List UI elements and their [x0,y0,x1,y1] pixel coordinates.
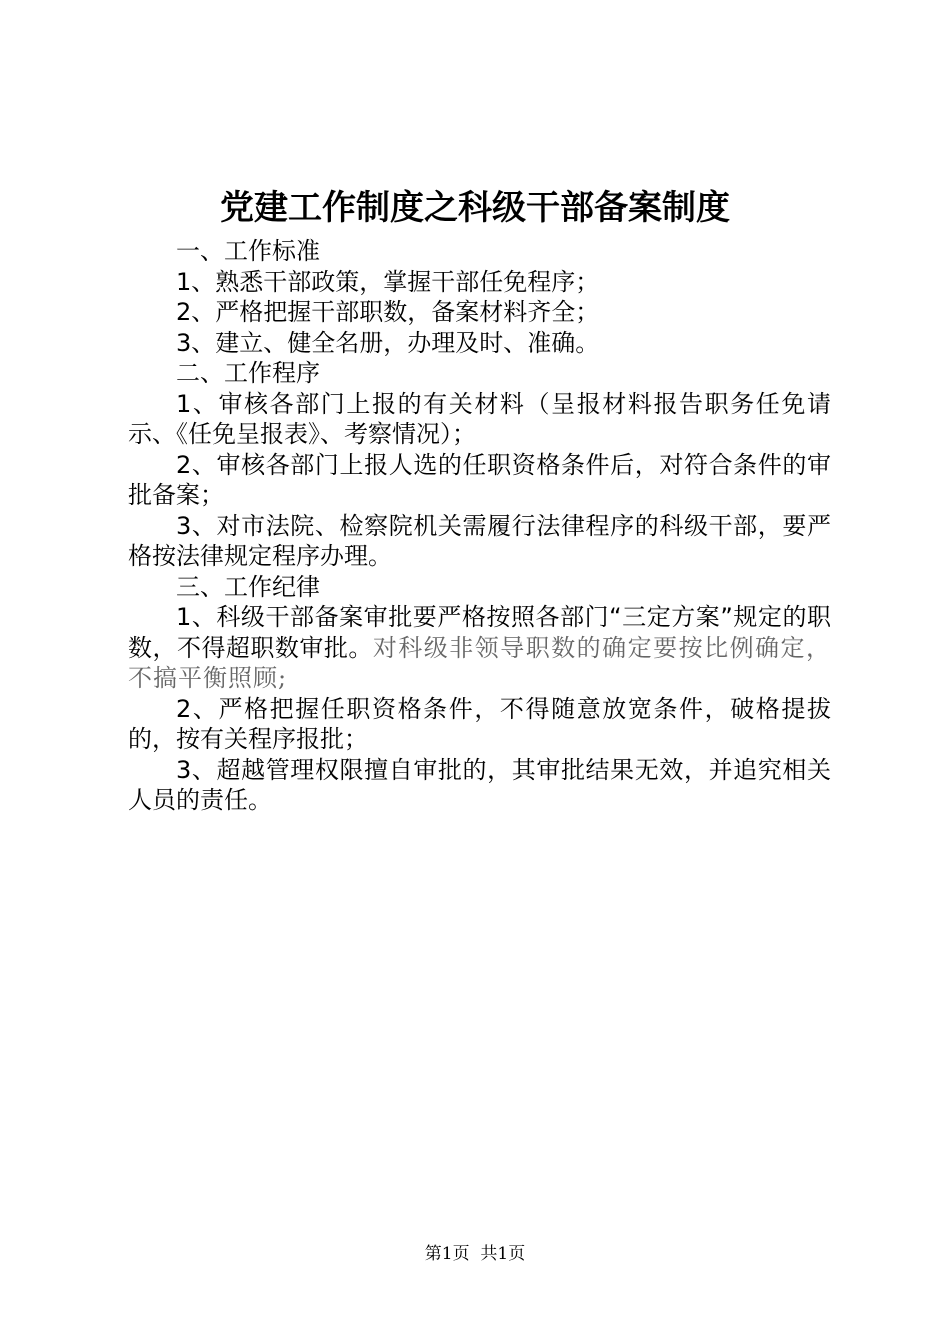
section-heading-standards: 一、工作标准 [176,237,320,265]
standard-item-1: 1、熟悉干部政策，掌握干部任免程序； [176,267,600,296]
section-heading-procedure: 二、工作程序 [176,359,320,387]
discipline-item-1 [128,602,831,694]
page-footer: 第1页 共1页 [424,1244,526,1264]
standard-item-2: 2、严格把握干部职数，备案材料齐全； [176,298,600,326]
standard-item-3: 3、建立、健全名册，办理及时、准确。 [176,328,600,357]
document-body [128,236,831,816]
procedure-item-2: 2、审核各部门上报人选的任职资格条件后，对符合条件的审批备案； [128,450,831,509]
discipline-item-1-main: 1、科级干部备案审批要严格按照各部门“三定方案”规定的职数，不得超职数审批。 [128,603,831,662]
discipline-item-2: 2、严格把握任职资格条件，不得随意放宽条件，破格提拔的，按有关程序报批； [128,694,831,753]
discipline-item-1-note: 对科级非领导职数的确定要按比例确定，不搞平衡照顾; [128,633,832,692]
procedure-item-1: 1、审核各部门上报的有关材料（呈报材料报告职务任免请示、《任免呈报表》、考察情况）； [128,389,831,448]
procedure-item-3: 3、对市法院、检察院机关需履行法律程序的科级干部，要严格按法律规定程序办理。 [128,511,831,570]
discipline-item-3: 3、超越管理权限擅自审批的，其审批结果无效，并追究相关人员的责任。 [128,755,831,814]
section-heading-discipline: 三、工作纪律 [176,572,320,601]
document-title: 党建工作制度之科级干部备案制度 [220,188,730,228]
